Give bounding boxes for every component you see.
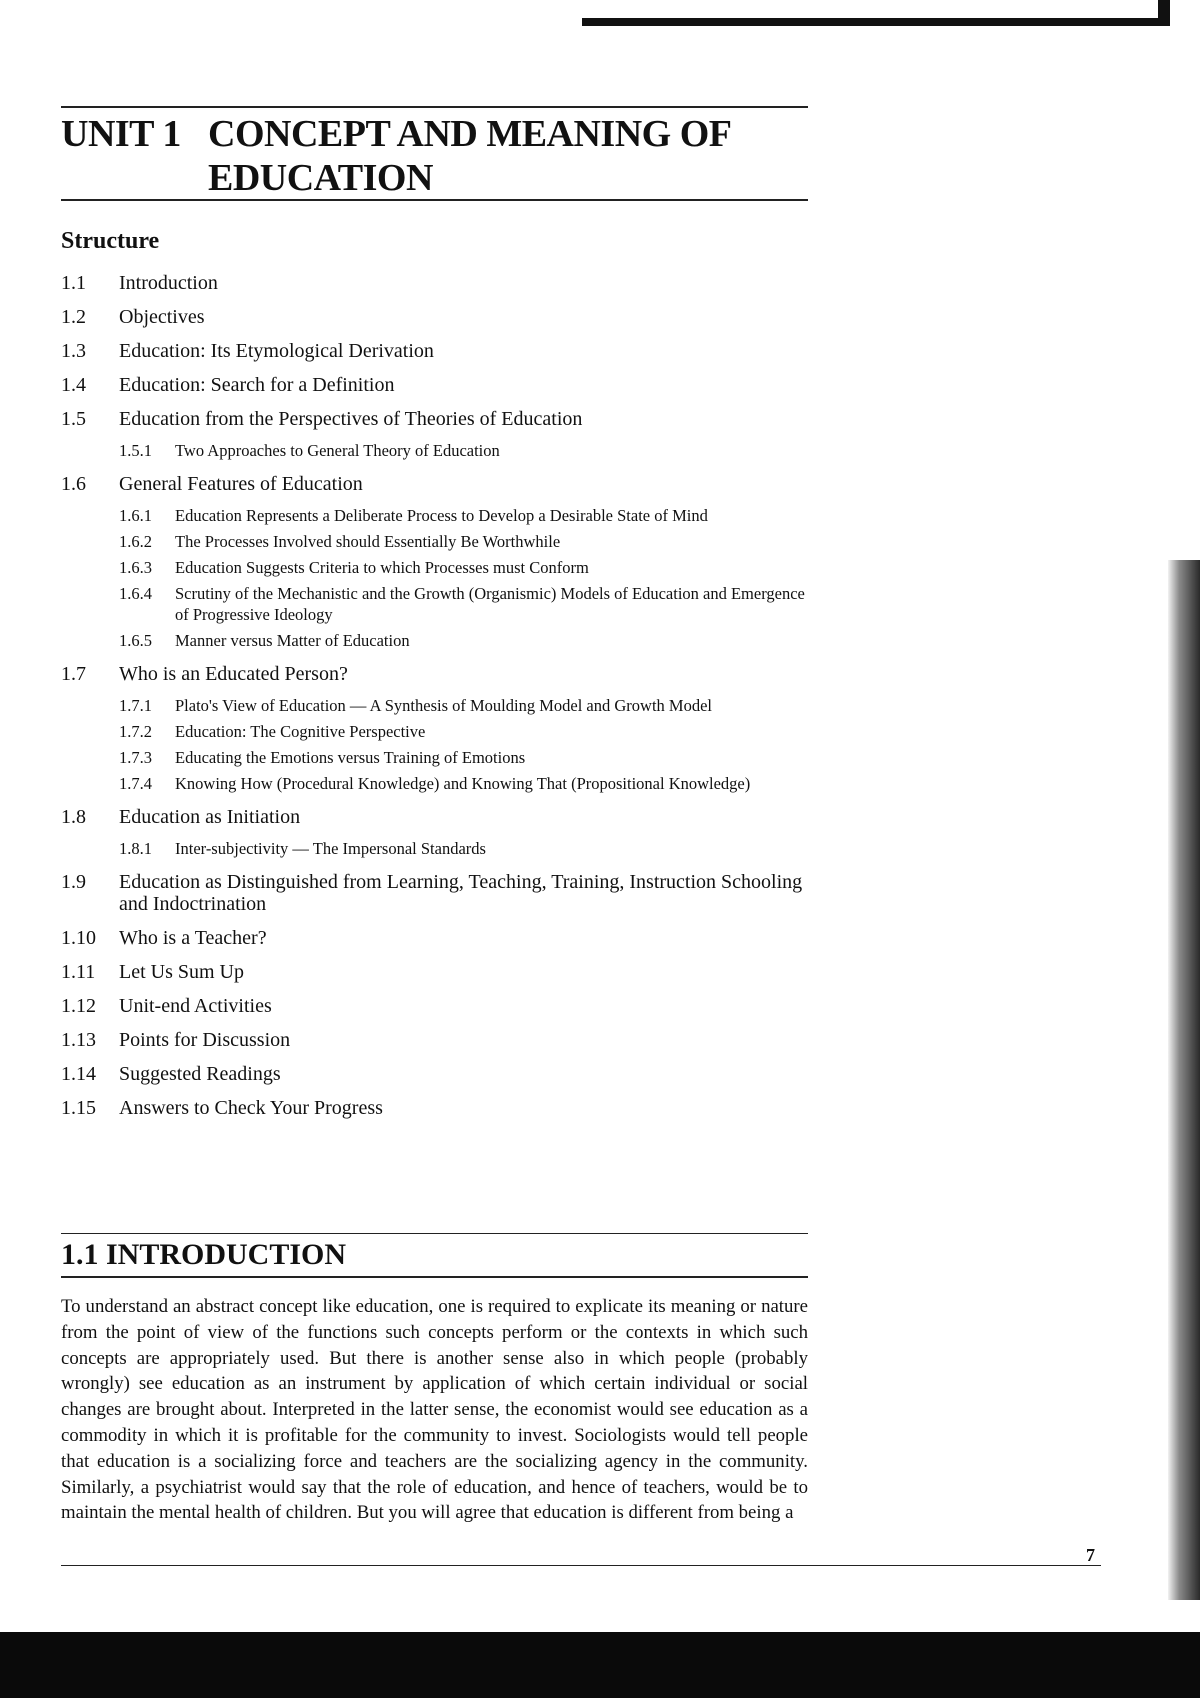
scan-top-bar [582, 18, 1166, 26]
scan-top-corner [1158, 0, 1170, 26]
toc-item-number: 1.12 [61, 995, 96, 1017]
page-number: 7 [1086, 1545, 1095, 1565]
scan-right-edge [1168, 560, 1200, 1600]
unit-title: CONCEPT AND MEANING OF EDUCATION [208, 113, 731, 199]
table-of-contents [61, 272, 821, 1119]
toc-item-label: Objectives [119, 306, 205, 328]
toc-item-number: 1.13 [61, 1029, 96, 1051]
unit-top-rule [61, 106, 808, 108]
toc-item-label: Answers to Check Your Progress [119, 1097, 383, 1119]
toc-subitem-number: 1.6.5 [119, 631, 152, 650]
toc-subitem-number: 1.6.3 [119, 558, 152, 577]
toc-item-label: Education: Its Etymological Derivation [119, 340, 434, 362]
toc-subitem [61, 531, 821, 552]
toc-item [61, 340, 821, 362]
toc-subitem-label: Educating the Emotions versus Training of Emotions [175, 748, 526, 767]
toc-subitem [61, 440, 821, 461]
toc-item [61, 806, 821, 828]
toc-subitem-number: 1.5.1 [119, 441, 152, 460]
toc-subitem-number: 1.7.4 [119, 774, 152, 793]
toc-subitem [61, 773, 821, 794]
toc-item-label: Introduction [119, 272, 218, 294]
toc-item [61, 1097, 821, 1119]
toc-subitem-number: 1.7.1 [119, 696, 152, 715]
toc-subitem-number: 1.6.2 [119, 532, 152, 551]
toc-subitem [61, 557, 821, 578]
toc-item-number: 1.4 [61, 374, 86, 396]
toc-item [61, 374, 821, 396]
toc-item [61, 306, 821, 328]
toc-subitem-label: Education: The Cognitive Perspective [175, 722, 426, 741]
toc-subitem-label: Education Suggests Criteria to which Processes must Conform [175, 558, 589, 577]
toc-item [61, 663, 821, 685]
toc-item-number: 1.10 [61, 927, 96, 949]
unit-label: UNIT 1 [61, 113, 181, 155]
toc-subitem-number: 1.7.2 [119, 722, 152, 741]
toc-item-label: General Features of Education [119, 473, 363, 495]
toc-item [61, 961, 821, 983]
scan-bottom-bar [0, 1632, 1200, 1698]
toc-item-label: Education from the Perspectives of Theories of Education [119, 408, 583, 430]
toc-item-label: Education as Initiation [119, 806, 301, 828]
toc-item-number: 1.15 [61, 1097, 96, 1119]
toc-subitem-label: Plato's View of Education — A Synthesis of Moulding Model and Growth Model [175, 696, 712, 715]
toc-item-number: 1.11 [61, 961, 96, 983]
toc-subitem [61, 695, 821, 716]
toc-item-label: Let Us Sum Up [119, 961, 244, 983]
toc-subitem-label: Education Represents a Deliberate Process to Develop a Desirable State of Mind [175, 506, 708, 525]
toc-item-number: 1.14 [61, 1063, 96, 1085]
page-footer-rule [61, 1565, 1101, 1566]
toc-item-label: Who is an Educated Person? [119, 663, 348, 685]
toc-item-label: Education as Distinguished from Learning, Teaching, Training, Instruction Schooling and Indoctrination [119, 871, 803, 915]
introduction-body: To understand an abstract concept like education, one is required to explicate its meaning or nature from the point of view of the functions such concepts perform or the contexts in which such concepts are appropriately used. But there is another sense also in which people (probably wrongly) see education as an instrument by application of which certain individual or social changes are brought about. Interpreted in the latter sense, the economist would see education as a commodity in which it is profitable for the community to invest. Sociologists would tell people that education is a socializing force and teachers are the socializing agency in the community. Similarly, a psychiatrist would say that the role of education, and hence of teachers, would be to maintain the mental health of children. But you will agree that education is different from being a [61, 1296, 808, 1524]
toc-subitem-number: 1.8.1 [119, 839, 152, 858]
toc-subitem [61, 721, 821, 742]
toc-item-label: Suggested Readings [119, 1063, 281, 1085]
toc-subitem [61, 747, 821, 768]
toc-subitem [61, 630, 821, 651]
toc-subitem-number: 1.6.1 [119, 506, 152, 525]
toc-subitem-label: The Processes Involved should Essentially Be Worthwhile [175, 532, 561, 551]
toc-item-number: 1.2 [61, 306, 86, 328]
toc-item [61, 995, 821, 1017]
toc-subitem-label: Manner versus Matter of Education [175, 631, 410, 650]
toc-subitem-label: Inter-subjectivity — The Impersonal Standards [175, 839, 486, 858]
toc-item-number: 1.1 [61, 272, 86, 294]
toc-item-label: Unit-end Activities [119, 995, 272, 1017]
section-top-rule [61, 1233, 808, 1234]
toc-item [61, 408, 821, 430]
toc-subitem-number: 1.7.3 [119, 748, 152, 767]
toc-item [61, 871, 821, 915]
toc-item [61, 1029, 821, 1051]
structure-heading: Structure [61, 228, 160, 254]
toc-item-number: 1.8 [61, 806, 86, 828]
section-title: 1.1 INTRODUCTION [61, 1238, 347, 1271]
toc-item [61, 1063, 821, 1085]
toc-item-number: 1.3 [61, 340, 86, 362]
toc-subitem [61, 583, 821, 625]
toc-item-label: Points for Discussion [119, 1029, 291, 1051]
toc-item-label: Who is a Teacher? [119, 927, 267, 949]
toc-item [61, 473, 821, 495]
toc-subitem-label: Scrutiny of the Mechanistic and the Growth (Organismic) Models of Education and Emergence of Progressive Ideology [175, 584, 805, 624]
toc-subitem [61, 838, 821, 859]
unit-bottom-rule [61, 199, 808, 201]
toc-item-number: 1.7 [61, 663, 86, 685]
toc-subitem-number: 1.6.4 [119, 584, 152, 603]
toc-subitem [61, 505, 821, 526]
toc-item-number: 1.6 [61, 473, 86, 495]
toc-subitem-label: Two Approaches to General Theory of Education [175, 441, 500, 460]
toc-item [61, 927, 821, 949]
toc-item-number: 1.5 [61, 408, 86, 430]
toc-item-label: Education: Search for a Definition [119, 374, 395, 396]
toc-item [61, 272, 821, 294]
toc-item-number: 1.9 [61, 871, 86, 893]
toc-subitem-label: Knowing How (Procedural Knowledge) and Knowing That (Propositional Knowledge) [175, 774, 751, 793]
section-bottom-rule [61, 1276, 808, 1278]
